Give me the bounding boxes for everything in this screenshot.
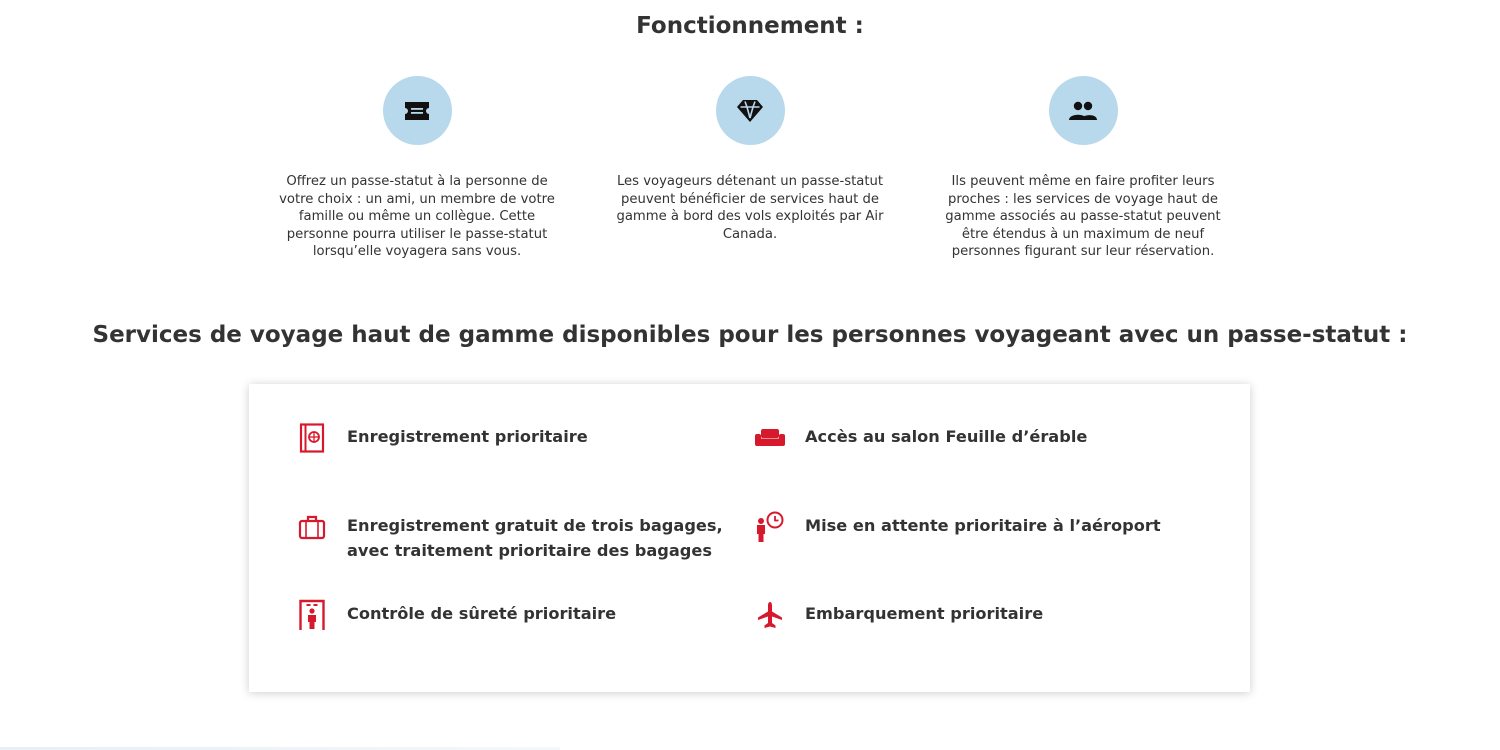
ticket-icon (383, 76, 452, 145)
step-share-companions (933, 76, 1233, 261)
service-priority-checkin (296, 422, 588, 454)
service-label: Embarquement prioritaire (805, 604, 1044, 623)
step-premium-services (600, 76, 900, 243)
service-priority-boarding (754, 599, 1043, 631)
person-clock-icon (754, 511, 786, 543)
service-label: Enregistrement prioritaire (347, 427, 588, 446)
service-priority-security (296, 599, 616, 631)
service-label: Enregistrement gratuit de trois bagages, avec traitement prioritaire des bagages (347, 516, 723, 560)
airplane-icon (754, 599, 786, 631)
security-scanner-icon (296, 599, 328, 631)
step-gift-pass (267, 76, 567, 261)
passport-icon (296, 422, 328, 454)
service-label: Contrôle de sûreté prioritaire (347, 604, 617, 623)
services-title: Services de voyage haut de gamme disponibles pour les personnes voyageant avec un passe-statut : (92, 322, 1408, 348)
service-label: Accès au salon Feuille d’érable (805, 427, 1088, 446)
step-text: Offrez un passe-statut à la personne de votre choix : un ami, un membre de votre famille ou même un collègue. Cette personne pourra utiliser le passe-statut lorsqu’elle voyagera sans vous. (279, 174, 555, 259)
service-free-bags (296, 511, 723, 563)
step-text: Ils peuvent même en faire profiter leurs proches : les services de voyage haut de gamme associés au passe-statut peuvent être étendus à un maximum de neuf personnes figurant sur leur réservation. (945, 174, 1221, 259)
service-label: Mise en attente prioritaire à l’aéroport (805, 516, 1161, 535)
services-card (249, 384, 1250, 692)
diamond-icon (716, 76, 785, 145)
suitcase-icon (296, 511, 328, 543)
step-text: Les voyageurs détenant un passe-statut peuvent bénéficier de services haut de gamme à bord des vols exploités par Air Canada. (616, 174, 884, 242)
service-priority-standby (754, 511, 1161, 543)
service-lounge-access (754, 422, 1087, 454)
how-it-works-title: Fonctionnement : (636, 13, 864, 39)
sofa-icon (754, 422, 786, 454)
people-icon (1049, 76, 1118, 145)
